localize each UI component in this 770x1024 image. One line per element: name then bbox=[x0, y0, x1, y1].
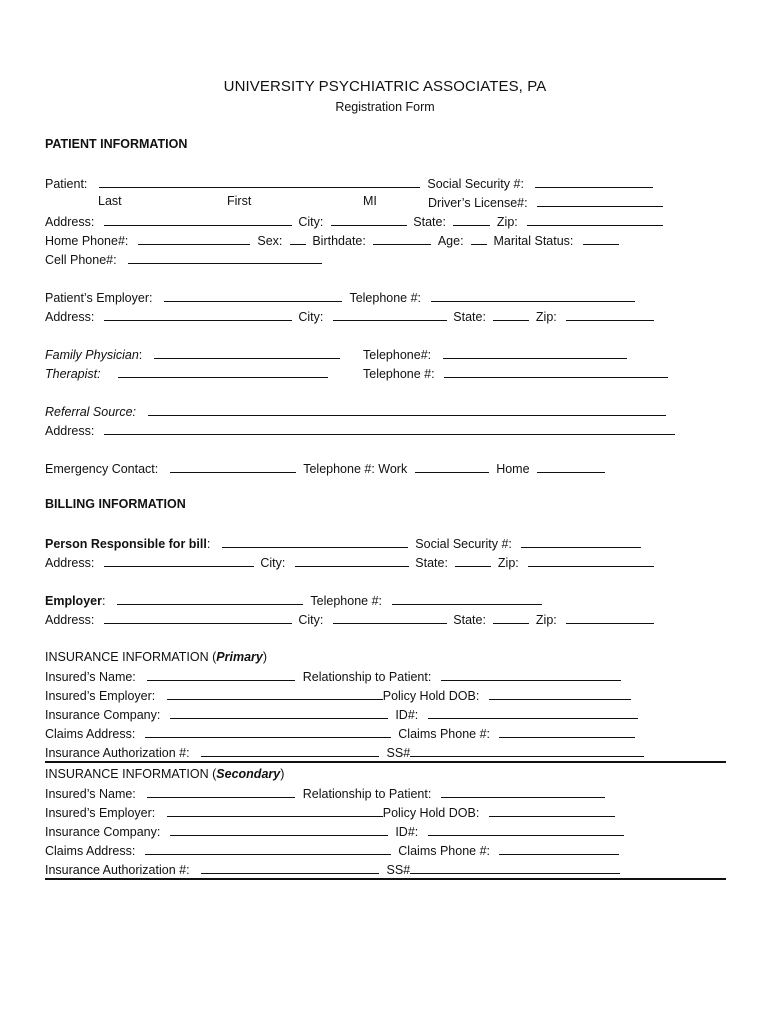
secondary-company-label: Insurance Company: bbox=[45, 825, 161, 839]
primary-company-row bbox=[45, 706, 638, 723]
sex-field[interactable] bbox=[290, 232, 306, 245]
billing-employer-field[interactable] bbox=[117, 592, 303, 605]
secondary-auth-field[interactable] bbox=[201, 861, 379, 874]
secondary-ss-field[interactable] bbox=[410, 861, 620, 874]
primary-insured-employer-field[interactable] bbox=[167, 687, 383, 700]
home-phone-field[interactable] bbox=[138, 232, 250, 245]
secondary-company-row bbox=[45, 823, 624, 840]
secondary-relationship-field[interactable] bbox=[441, 785, 605, 798]
family-physician-colon: : bbox=[138, 348, 143, 362]
secondary-insured-employer-field[interactable] bbox=[167, 804, 383, 817]
patient-employer-field[interactable] bbox=[164, 289, 342, 302]
secondary-id-label: ID#: bbox=[395, 825, 419, 839]
billing-state-label: State: bbox=[415, 556, 448, 570]
therapist-label: Therapist: bbox=[45, 367, 101, 381]
primary-heading-text: INSURANCE INFORMATION ( bbox=[45, 650, 217, 664]
billing-address-label: Address: bbox=[45, 556, 95, 570]
primary-heading-em: Primary bbox=[216, 650, 263, 664]
billing-employer-address-field[interactable] bbox=[104, 611, 292, 624]
birthdate-label: Birthdate: bbox=[312, 234, 366, 248]
employer-address-label: Address: bbox=[45, 310, 95, 324]
secondary-auth-label: Insurance Authorization #: bbox=[45, 863, 190, 877]
secondary-heading-text: INSURANCE INFORMATION ( bbox=[45, 767, 217, 781]
patient-state-field[interactable] bbox=[453, 213, 490, 226]
therapist-row bbox=[45, 365, 328, 382]
billing-employer-city-label: City: bbox=[298, 613, 324, 627]
age-field[interactable] bbox=[471, 232, 487, 245]
primary-relationship-field[interactable] bbox=[441, 668, 621, 681]
primary-heading-end: ) bbox=[262, 650, 268, 664]
patient-phone-row bbox=[45, 232, 619, 249]
referral-address-row bbox=[45, 422, 675, 439]
patient-label: Patient: bbox=[45, 177, 88, 191]
family-physician-field[interactable] bbox=[154, 346, 340, 359]
primary-claims-address-label: Claims Address: bbox=[45, 727, 136, 741]
employer-city-field[interactable] bbox=[333, 308, 447, 321]
emergency-contact-label: Emergency Contact: bbox=[45, 462, 159, 476]
secondary-auth-row bbox=[45, 861, 620, 878]
billing-employer-row bbox=[45, 592, 542, 609]
billing-state-field[interactable] bbox=[455, 554, 491, 567]
secondary-insured-employer-label: Insured’s Employer: bbox=[45, 806, 156, 820]
form-title: UNIVERSITY PSYCHIATRIC ASSOCIATES, PA bbox=[223, 78, 547, 95]
primary-claims-phone-label: Claims Phone #: bbox=[398, 727, 490, 741]
patient-zip-field[interactable] bbox=[527, 213, 663, 226]
patient-address-row bbox=[45, 213, 663, 230]
billing-employer-state-field[interactable] bbox=[493, 611, 529, 624]
primary-claims-phone-field[interactable] bbox=[499, 725, 635, 738]
emergency-contact-field[interactable] bbox=[170, 460, 296, 473]
employer-city-label: City: bbox=[298, 310, 324, 324]
responsible-party-label: Person Responsible for bill bbox=[45, 537, 207, 551]
responsible-party-colon: : bbox=[206, 537, 211, 551]
patient-ssn-field[interactable] bbox=[535, 175, 653, 188]
patient-ssn-label: Social Security #: bbox=[427, 177, 524, 191]
patient-employer-label: Patient’s Employer: bbox=[45, 291, 153, 305]
therapist-field[interactable] bbox=[118, 365, 328, 378]
cell-phone-row bbox=[45, 251, 322, 268]
patient-section-title: PATIENT INFORMATION bbox=[45, 137, 188, 151]
secondary-claims-address-field[interactable] bbox=[145, 842, 391, 855]
secondary-relationship-label: Relationship to Patient: bbox=[302, 787, 432, 801]
employer-phone-field[interactable] bbox=[431, 289, 635, 302]
employer-state-label: State: bbox=[453, 310, 486, 324]
billing-employer-zip-field[interactable] bbox=[566, 611, 654, 624]
secondary-insurance-heading bbox=[45, 766, 284, 782]
form-subtitle: Registration Form bbox=[335, 100, 435, 114]
secondary-claims-phone-label: Claims Phone #: bbox=[398, 844, 490, 858]
secondary-insured-name-label: Insured’s Name: bbox=[45, 787, 136, 801]
secondary-heading-end: ) bbox=[280, 767, 285, 781]
billing-employer-zip-label: Zip: bbox=[535, 613, 557, 627]
billing-employer-colon: : bbox=[101, 594, 106, 608]
billing-address-field[interactable] bbox=[104, 554, 254, 567]
primary-company-label: Insurance Company: bbox=[45, 708, 161, 722]
billing-employer-address-row bbox=[45, 611, 654, 628]
patient-city-label: City: bbox=[298, 215, 324, 229]
billing-employer-phone-field[interactable] bbox=[392, 592, 542, 605]
referral-source-row bbox=[45, 403, 666, 420]
billing-ssn-label: Social Security #: bbox=[415, 537, 512, 551]
section-divider bbox=[45, 761, 726, 763]
primary-policy-dob-field[interactable] bbox=[489, 687, 631, 700]
name-mi-caption: MI bbox=[363, 194, 377, 208]
family-physician-phone-label: Telephone#: bbox=[363, 348, 432, 362]
primary-relationship-label: Relationship to Patient: bbox=[302, 670, 432, 684]
therapist-phone-label: Telephone #: bbox=[363, 367, 435, 381]
emergency-home-label: Home bbox=[496, 462, 530, 476]
primary-insured-employer-label: Insured’s Employer: bbox=[45, 689, 156, 703]
secondary-company-field[interactable] bbox=[170, 823, 388, 836]
emergency-contact-row bbox=[45, 460, 605, 477]
family-physician-row bbox=[45, 346, 340, 363]
emergency-home-phone-field[interactable] bbox=[537, 460, 605, 473]
referral-source-label: Referral Source: bbox=[45, 405, 137, 419]
patient-address-field[interactable] bbox=[104, 213, 292, 226]
primary-insured-name-label: Insured’s Name: bbox=[45, 670, 136, 684]
primary-ss-label: SS# bbox=[386, 746, 411, 760]
patient-state-label: State: bbox=[413, 215, 446, 229]
billing-employer-address-label: Address: bbox=[45, 613, 95, 627]
primary-auth-row bbox=[45, 744, 644, 761]
billing-employer-state-label: State: bbox=[453, 613, 486, 627]
primary-policy-dob-label: Policy Hold DOB: bbox=[382, 689, 480, 703]
age-label: Age: bbox=[437, 234, 464, 248]
birthdate-field[interactable] bbox=[373, 232, 431, 245]
family-physician-phone-row bbox=[363, 346, 627, 363]
bottom-divider bbox=[45, 878, 726, 880]
primary-insured-name-row bbox=[45, 668, 621, 685]
primary-claims-address-field[interactable] bbox=[145, 725, 391, 738]
family-physician-phone-field[interactable] bbox=[443, 346, 627, 359]
secondary-policy-dob-field[interactable] bbox=[489, 804, 615, 817]
billing-section-title: BILLING INFORMATION bbox=[45, 497, 186, 511]
secondary-insured-name-row bbox=[45, 785, 605, 802]
primary-auth-field[interactable] bbox=[201, 744, 379, 757]
referral-address-field[interactable] bbox=[104, 422, 675, 435]
marital-status-field[interactable] bbox=[583, 232, 619, 245]
primary-auth-label: Insurance Authorization #: bbox=[45, 746, 190, 760]
employer-phone-label: Telephone #: bbox=[349, 291, 422, 305]
billing-address-row bbox=[45, 554, 654, 571]
cell-phone-label: Cell Phone#: bbox=[45, 253, 117, 267]
employer-zip-label: Zip: bbox=[535, 310, 557, 324]
name-last-caption: Last bbox=[98, 194, 122, 208]
family-physician-label: Family Physician bbox=[45, 348, 139, 362]
billing-city-label: City: bbox=[260, 556, 286, 570]
sex-label: Sex: bbox=[257, 234, 283, 248]
primary-id-label: ID#: bbox=[395, 708, 419, 722]
secondary-ss-label: SS# bbox=[386, 863, 411, 877]
patient-employer-row bbox=[45, 289, 635, 306]
patient-zip-label: Zip: bbox=[496, 215, 518, 229]
secondary-claims-phone-field[interactable] bbox=[499, 842, 619, 855]
patient-city-field[interactable] bbox=[331, 213, 407, 226]
secondary-claims-address-label: Claims Address: bbox=[45, 844, 136, 858]
drivers-license-label: Driver’s License#: bbox=[428, 196, 528, 210]
primary-company-field[interactable] bbox=[170, 706, 388, 719]
billing-ssn-field[interactable] bbox=[521, 535, 641, 548]
drivers-license-field[interactable] bbox=[537, 194, 663, 207]
patient-name-field[interactable] bbox=[99, 175, 420, 188]
referral-address-label: Address: bbox=[45, 424, 95, 438]
employer-address-row bbox=[45, 308, 654, 325]
emergency-work-label: Telephone #: Work bbox=[303, 462, 408, 476]
primary-insured-name-field[interactable] bbox=[147, 668, 295, 681]
responsible-party-field[interactable] bbox=[222, 535, 408, 548]
therapist-phone-row bbox=[363, 365, 668, 382]
billing-zip-label: Zip: bbox=[497, 556, 519, 570]
secondary-insured-employer-row bbox=[45, 804, 615, 821]
primary-id-field[interactable] bbox=[428, 706, 638, 719]
marital-status-label: Marital Status: bbox=[493, 234, 574, 248]
secondary-insured-name-field[interactable] bbox=[147, 785, 295, 798]
patient-name-row bbox=[45, 175, 653, 192]
patient-address-label: Address: bbox=[45, 215, 95, 229]
employer-state-field[interactable] bbox=[493, 308, 529, 321]
home-phone-label: Home Phone#: bbox=[45, 234, 129, 248]
billing-zip-field[interactable] bbox=[528, 554, 654, 567]
cell-phone-field[interactable] bbox=[128, 251, 322, 264]
therapist-phone-field[interactable] bbox=[444, 365, 668, 378]
secondary-policy-dob-label: Policy Hold DOB: bbox=[382, 806, 480, 820]
emergency-work-phone-field[interactable] bbox=[415, 460, 489, 473]
secondary-heading-em: Secondary bbox=[216, 767, 281, 781]
employer-zip-field[interactable] bbox=[566, 308, 654, 321]
responsible-party-row bbox=[45, 535, 641, 552]
billing-city-field[interactable] bbox=[295, 554, 409, 567]
billing-employer-city-field[interactable] bbox=[333, 611, 447, 624]
primary-claims-row bbox=[45, 725, 635, 742]
primary-insured-employer-row bbox=[45, 687, 631, 704]
billing-employer-phone-label: Telephone #: bbox=[310, 594, 383, 608]
secondary-claims-row bbox=[45, 842, 619, 859]
primary-insurance-heading bbox=[45, 649, 267, 665]
referral-source-field[interactable] bbox=[148, 403, 666, 416]
billing-employer-label: Employer bbox=[45, 594, 102, 608]
drivers-license-row bbox=[428, 194, 663, 211]
name-first-caption: First bbox=[227, 194, 252, 208]
secondary-id-field[interactable] bbox=[428, 823, 624, 836]
employer-address-field[interactable] bbox=[104, 308, 292, 321]
primary-ss-field[interactable] bbox=[410, 744, 644, 757]
